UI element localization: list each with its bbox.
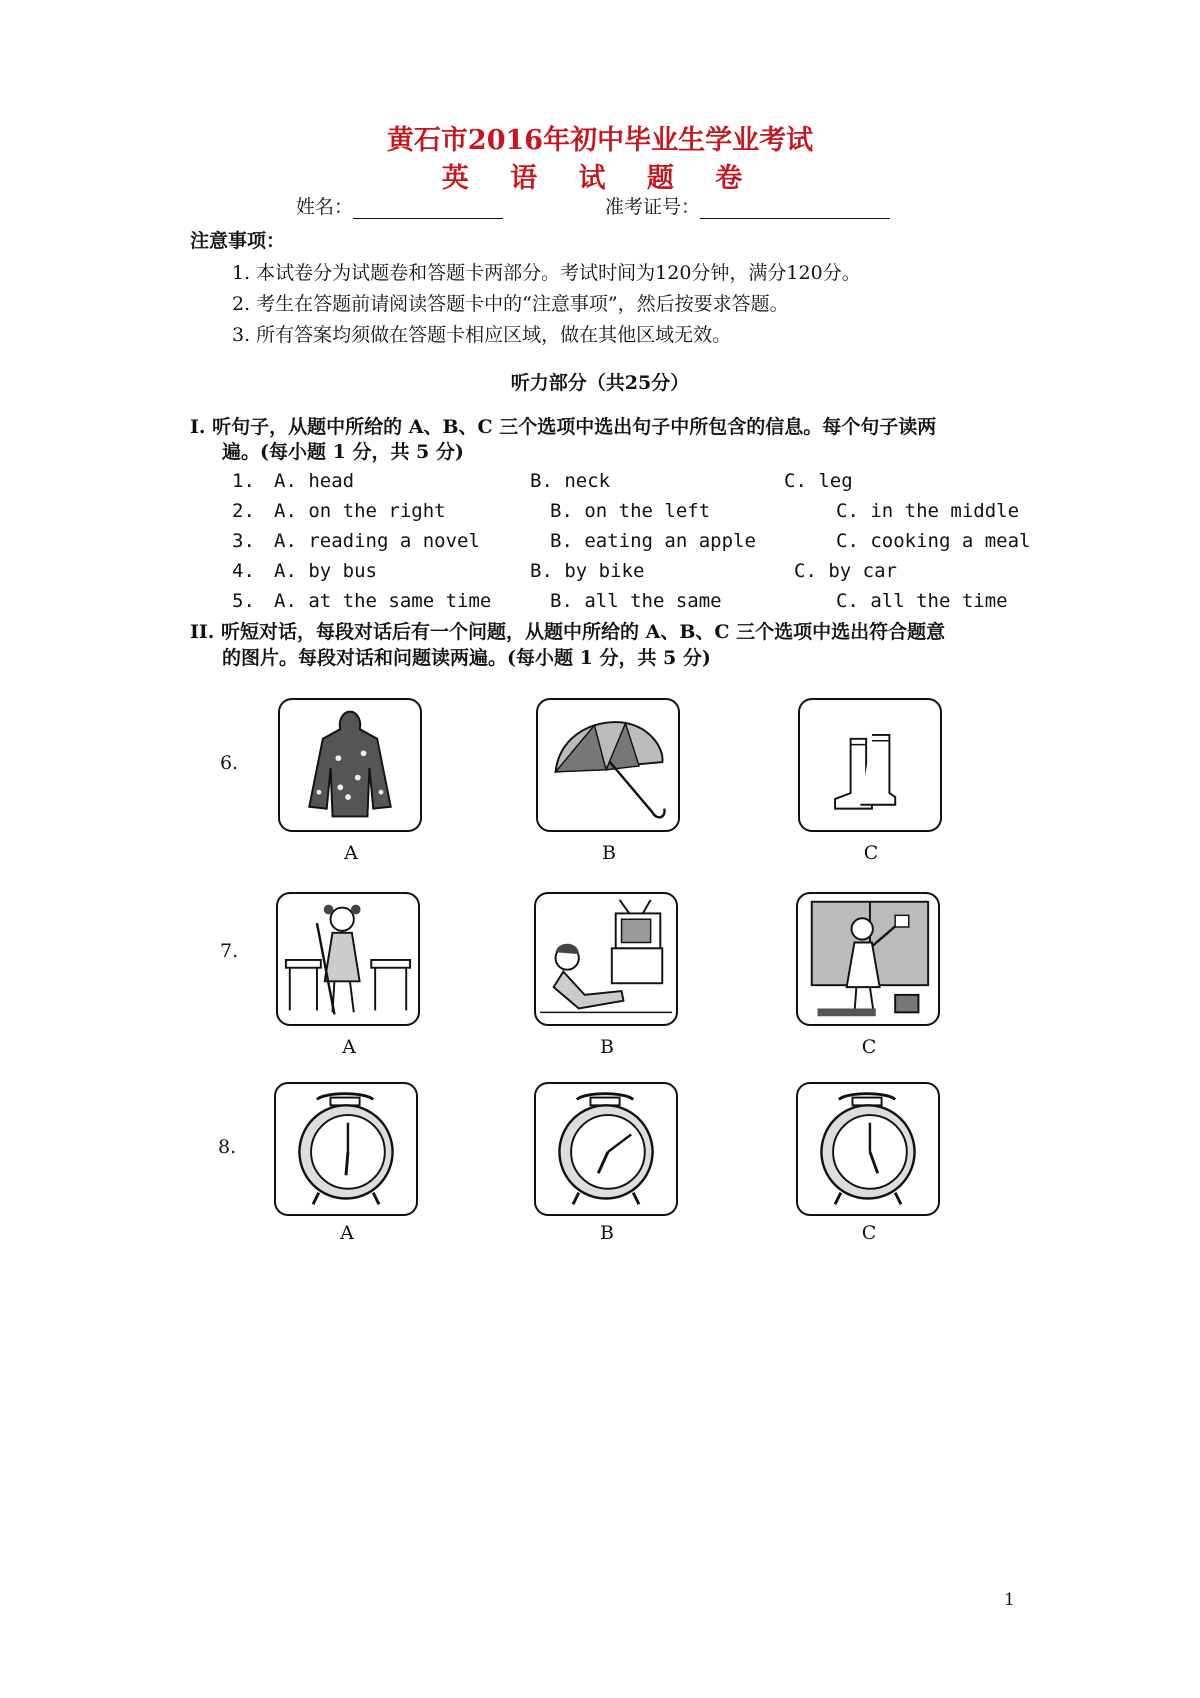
alarm-clock-icon [798,1084,938,1214]
name-label: 姓名： [296,196,354,218]
picture-option-c[interactable] [796,1082,940,1216]
name-field [296,192,503,219]
id-label: 准考证号： [605,196,701,218]
option-label: C [861,1036,877,1058]
option-c: C. leg [784,470,853,492]
picture-option-a[interactable] [274,1082,418,1216]
option-label: B [602,842,616,864]
option-label: A [342,1036,356,1058]
question-number: 3. [232,530,255,552]
option-c: C. by car [794,560,897,582]
id-field [605,192,890,219]
part2-instructions-line2: 的图片。每段对话和问题读两遍。(每小题 1 分，共 5 分) [222,647,711,669]
name-blank [353,198,503,219]
option-c: C. in the middle [836,500,1020,522]
picture-option-c[interactable] [798,698,942,832]
picture-option-b[interactable] [534,1082,678,1216]
note-item: 2. 考生在答题前请阅读答题卡中的“注意事项”，然后按要求答题。 [232,293,789,315]
option-b: B. on the left [550,500,711,522]
exam-subtitle: 英 语 试 题 卷 [441,163,759,194]
option-b: B. eating an apple [550,530,756,552]
option-label: A [344,842,358,864]
option-c: C. cooking a meal [836,530,1031,552]
question-number: 6. [220,752,239,774]
alarm-clock-icon [276,1084,416,1214]
picture-option-a[interactable] [278,698,422,832]
question-number: 1. [232,470,255,492]
question-number: 5. [232,590,255,612]
notes-heading: 注意事项： [190,230,286,252]
option-a: A. at the same time [274,590,492,612]
listening-heading: 听力部分（共25分） [510,372,690,394]
option-b: B. all the same [550,590,722,612]
id-blank [700,198,890,219]
girl-watching-tv-icon [536,894,676,1024]
question-number: 4. [232,560,255,582]
page-number: 1 [1004,1590,1015,1610]
option-b: B. by bike [530,560,645,582]
girl-sweeping-icon [278,894,418,1024]
girl-cleaning-window-icon [798,894,938,1024]
note-item: 1. 本试卷分为试题卷和答题卡两部分。考试时间为120分钟，满分120分。 [232,262,861,284]
question-number: 8. [218,1136,237,1158]
option-a: A. reading a novel [274,530,480,552]
option-label: A [340,1222,354,1244]
rain-boots-icon [800,700,940,830]
option-b: B. neck [530,470,611,492]
option-a: A. head [274,470,355,492]
part2-instructions-line1: II. 听短对话，每段对话后有一个问题，从题中所给的 A、B、C 三个选项中选出符合题意 [190,621,946,643]
question-number: 2. [232,500,255,522]
picture-option-b[interactable] [534,892,678,1026]
part1-instructions-line1: I. 听句子，从题中所给的 A、B、C 三个选项中选出句子中所包含的信息。每个句子读两 [190,416,937,438]
umbrella-icon [538,700,678,830]
option-label: B [600,1222,614,1244]
option-label: B [600,1036,614,1058]
picture-option-a[interactable] [276,892,420,1026]
picture-option-c[interactable] [796,892,940,1026]
note-item: 3. 所有答案均须做在答题卡相应区域，做在其他区域无效。 [232,324,732,346]
option-a: A. by bus [274,560,377,582]
picture-option-b[interactable] [536,698,680,832]
alarm-clock-icon [536,1084,676,1214]
option-label: C [861,1222,877,1244]
raincoat-icon [280,700,420,830]
part1-instructions-line2: 遍。(每小题 1 分，共 5 分) [222,441,464,463]
question-number: 7. [220,940,239,962]
option-a: A. on the right [274,500,446,522]
option-c: C. all the time [836,590,1008,612]
option-label: C [863,842,879,864]
exam-title: 黄石市2016年初中毕业生学业考试 [386,125,814,156]
